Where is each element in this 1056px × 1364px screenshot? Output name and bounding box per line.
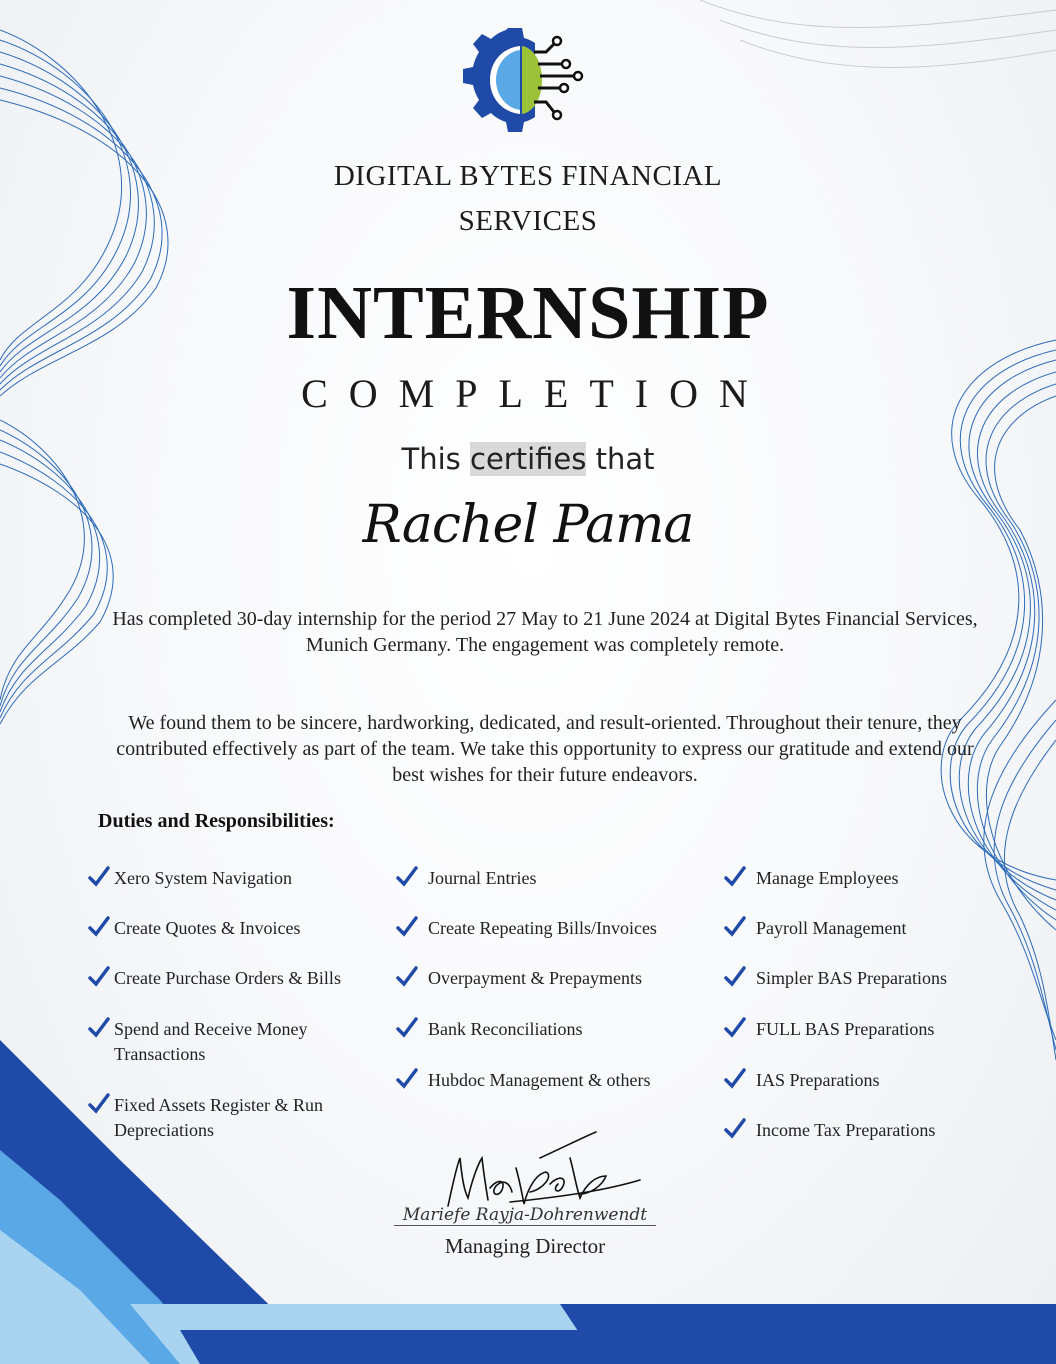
signatory-role: Managing Director bbox=[444, 1234, 606, 1258]
duty-label: Create Purchase Orders & Bills bbox=[114, 968, 341, 988]
bottom-band-mid bbox=[180, 1330, 620, 1364]
duty-label: Manage Employees bbox=[756, 868, 899, 888]
certifies-line bbox=[0, 442, 1056, 476]
duty-item bbox=[724, 1017, 994, 1042]
checkmark-icon bbox=[724, 966, 746, 988]
duty-label: Create Repeating Bills/Invoices bbox=[428, 918, 657, 938]
duty-item bbox=[724, 866, 994, 891]
certificate-subtitle: COMPLETION bbox=[301, 371, 769, 416]
duty-label: FULL BAS Preparations bbox=[756, 1019, 935, 1039]
duty-label: Create Quotes & Invoices bbox=[114, 918, 301, 938]
checkmark-icon bbox=[724, 1118, 746, 1140]
duty-label: Payroll Management bbox=[756, 918, 907, 938]
duty-item bbox=[88, 1093, 358, 1143]
duty-label: IAS Preparations bbox=[756, 1070, 880, 1090]
duty-label: Xero System Navigation bbox=[114, 868, 292, 888]
checkmark-icon bbox=[396, 916, 418, 938]
top-right-faint bbox=[700, 0, 1056, 68]
checkmark-icon bbox=[396, 1068, 418, 1090]
checkmark-icon bbox=[724, 916, 746, 938]
duty-label: Hubdoc Management & others bbox=[428, 1070, 651, 1090]
checkmark-icon bbox=[88, 1093, 110, 1115]
checkmark-icon bbox=[396, 1017, 418, 1039]
checkmark-icon bbox=[724, 1017, 746, 1039]
checkmark-icon bbox=[88, 1017, 110, 1039]
certificate-title: INTERNSHIP bbox=[286, 271, 770, 355]
duty-label: Overpayment & Prepayments bbox=[428, 968, 642, 988]
duty-label: Income Tax Preparations bbox=[756, 1120, 936, 1140]
checkmark-icon bbox=[396, 866, 418, 888]
duty-item bbox=[88, 966, 388, 991]
appreciation-paragraph: We found them to be sincere, hardworking, dedicated, and result-oriented. Throughout their tenure, they contributed effectively as part of the team. We take this opportunity to express our gratitude and extend our best wishes for their future endeavors. bbox=[116, 712, 974, 786]
duty-label: Simpler BAS Preparations bbox=[756, 968, 947, 988]
checkmark-icon bbox=[724, 866, 746, 888]
duty-item bbox=[724, 916, 994, 941]
certifies-post: that bbox=[586, 442, 655, 476]
company-name-line1: DIGITAL BYTES FINANCIAL bbox=[333, 160, 723, 192]
checkmark-icon bbox=[724, 1068, 746, 1090]
duty-item bbox=[724, 966, 994, 991]
duties-heading: Duties and Responsibilities: bbox=[98, 810, 335, 832]
duty-item bbox=[724, 1068, 994, 1093]
certifies-highlight: certifies bbox=[470, 442, 587, 476]
duty-item bbox=[396, 1068, 716, 1093]
certifies-pre: This bbox=[401, 442, 470, 476]
duty-item bbox=[88, 1017, 348, 1067]
duty-item bbox=[88, 866, 378, 891]
duty-label: Fixed Assets Register & Run Depreciations bbox=[114, 1095, 324, 1140]
checkmark-icon bbox=[88, 966, 110, 988]
duty-item bbox=[396, 1017, 716, 1042]
duty-item bbox=[396, 916, 716, 941]
duty-item bbox=[396, 966, 716, 991]
duty-label: Bank Reconciliations bbox=[428, 1019, 583, 1039]
gear-circuit-logo-icon bbox=[462, 22, 586, 138]
duty-item bbox=[88, 916, 378, 941]
duty-label: Journal Entries bbox=[428, 868, 537, 888]
duty-item bbox=[396, 866, 716, 891]
duty-item bbox=[724, 1118, 994, 1143]
recipient-name: Rachel Pama bbox=[362, 495, 694, 555]
checkmark-icon bbox=[88, 916, 110, 938]
completion-paragraph: Has completed 30-day internship for the period 27 May to 21 June 2024 at Digital Bytes Financial Services, Munich Germany. The engagement was completely remote. bbox=[112, 608, 978, 656]
checkmark-icon bbox=[88, 866, 110, 888]
checkmark-icon bbox=[396, 966, 418, 988]
company-name-line2: SERVICES bbox=[458, 205, 598, 237]
signatory-name: Mariefe Rayja-Dohrenwendt bbox=[394, 1205, 656, 1226]
duty-label: Spend and Receive Money Transactions bbox=[114, 1019, 308, 1064]
